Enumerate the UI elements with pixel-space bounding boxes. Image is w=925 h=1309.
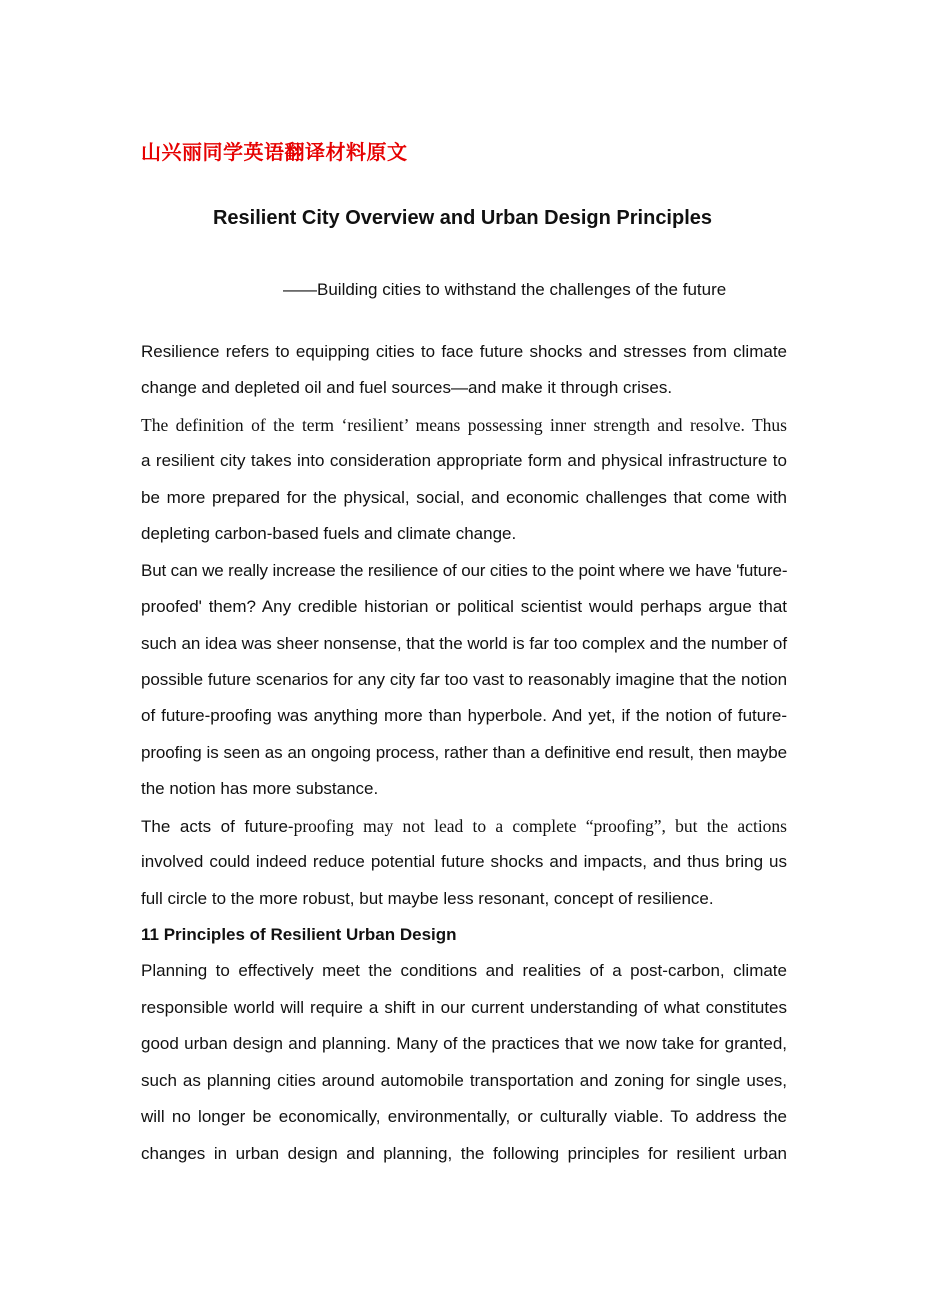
text-segment: such as planning cities around automobile transportation and zoning for single uses, — [141, 1070, 787, 1090]
text-line — [141, 340, 787, 376]
paragraph — [141, 959, 787, 1178]
text-line — [141, 741, 787, 777]
text-line — [141, 668, 787, 704]
text-segment: change and depleted oil and fuel sources—and make it through crises. — [141, 378, 673, 398]
paragraph — [141, 340, 787, 413]
text-segment: such an idea was sheer nonsense, that the world is far too complex and the number of — [141, 633, 787, 653]
text-line — [141, 1032, 787, 1068]
text-segment: Resilience refers to equipping cities to face future shocks and stresses from climate — [141, 342, 787, 361]
text-line — [141, 486, 787, 522]
text-line — [141, 449, 787, 485]
text-segment: The acts of future- — [141, 816, 294, 836]
text-line — [141, 996, 787, 1032]
text-segment: changes in urban design and planning, the following principles for resilient urban — [141, 1143, 787, 1163]
article-body — [141, 340, 787, 1178]
text-line — [141, 1142, 787, 1178]
text-line — [141, 376, 787, 412]
text-segment: But can we really increase the resilience of our cities to the point where we have 'future- — [141, 560, 788, 580]
text-segment: will no longer be economically, environmentally, or culturally viable. To address the — [141, 1107, 787, 1127]
text-line — [141, 522, 787, 558]
text-segment: depleting carbon-based fuels and climate change. — [141, 524, 517, 544]
text-line — [141, 923, 787, 959]
paragraph — [141, 559, 787, 814]
text-line — [141, 1105, 787, 1141]
text-line — [141, 1069, 787, 1105]
text-segment: responsible world will require a shift in our current understanding of what constitutes — [141, 997, 787, 1017]
text-segment: Planning to effectively meet the conditions and realities of a post-carbon, climate — [141, 961, 787, 981]
document-title: 山兴丽同学英语翻译材料原文 — [141, 140, 408, 164]
section-heading — [141, 923, 787, 959]
paragraph — [141, 413, 787, 559]
text-segment: proofed' them? Any credible historian or political scientist would perhaps argue that — [141, 597, 787, 617]
text-line — [141, 632, 787, 668]
text-line — [141, 814, 787, 850]
text-line — [141, 559, 787, 595]
article-heading: Resilient City Overview and Urban Design Principles — [212, 207, 713, 229]
text-segment: of future-proofing was anything more than hyperbole. And yet, if the notion of future- — [141, 706, 787, 726]
text-segment: good urban design and planning. Many of the practices that we now take for granted, — [141, 1034, 787, 1054]
text-line — [141, 887, 787, 923]
text-segment: involved could indeed reduce potential future shocks and impacts, and thus bring us — [141, 852, 787, 872]
paragraph — [141, 814, 787, 923]
text-line — [141, 704, 787, 740]
text-line — [141, 777, 787, 813]
text-segment: be more prepared for the physical, social, and economic challenges that come with — [141, 487, 787, 507]
text-segment: The definition of the term ‘resilient’ means possessing inner strength and resolve. Thus — [141, 414, 787, 435]
text-segment: possible future scenarios for any city far too vast to reasonably imagine that the notion — [141, 669, 787, 689]
text-segment: 11 Principles of Resilient Urban Design — [141, 925, 457, 944]
text-line — [141, 413, 787, 449]
text-segment: a resilient city takes into consideration appropriate form and physical infrastructure to — [141, 451, 787, 471]
text-segment: the notion has more substance. — [141, 779, 379, 799]
article-subtitle: ——Building cities to withstand the challenges of the future — [283, 280, 727, 299]
text-line — [141, 959, 787, 995]
text-segment: proofing may not lead to a complete “proofing”, but the actions — [293, 815, 787, 836]
text-line — [141, 850, 787, 886]
text-line — [141, 595, 787, 631]
text-segment: proofing is seen as an ongoing process, rather than a definitive end result, then maybe — [141, 742, 787, 762]
text-segment: full circle to the more robust, but maybe less resonant, concept of resilience. — [141, 888, 714, 908]
